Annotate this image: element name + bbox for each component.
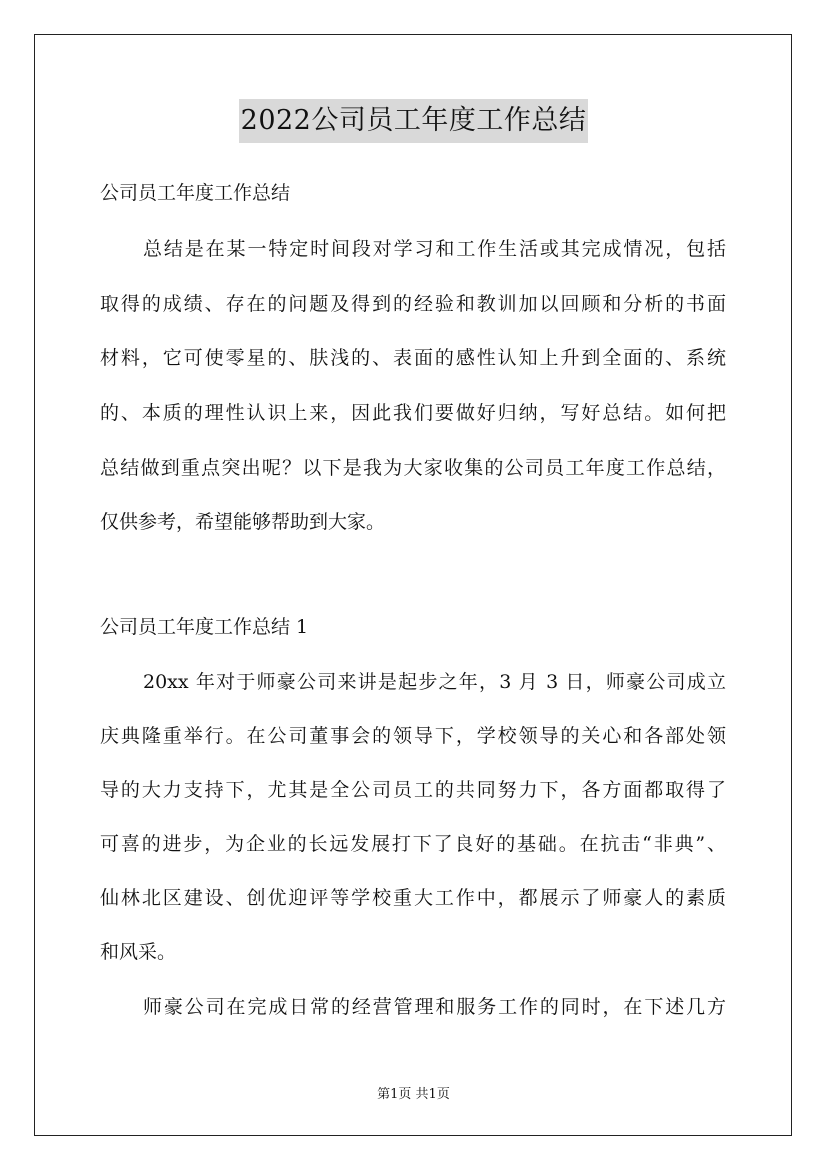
section-line: 可喜的进步，为企业的长远发展打下了良好的基础。在抗击“非典”、 — [100, 833, 726, 855]
section-line: 20xx 年对于师豪公司来讲是起步之年，3 月 3 日，师豪公司成立 — [143, 671, 726, 693]
intro-line: 仅供参考，希望能够帮助到大家。 — [100, 511, 386, 533]
document-subtitle: 公司员工年度工作总结 — [100, 182, 291, 204]
section-line: 和风采。 — [100, 941, 177, 963]
section-paragraph-start: 师豪公司在完成日常的经营管理和服务工作的同时，在下述几方 — [143, 996, 726, 1018]
section-heading: 公司员工年度工作总结 1 — [100, 616, 309, 638]
intro-line: 总结是在某一特定时间段对学习和工作生活或其完成情况，包括 — [143, 238, 726, 260]
intro-line: 总结做到重点突出呢？以下是我为大家收集的公司员工年度工作总结， — [100, 457, 726, 479]
section-line: 导的大力支持下，尤其是全公司员工的共同努力下，各方面都取得了 — [100, 779, 726, 801]
document-title: 2022公司员工年度工作总结 — [239, 99, 589, 143]
page-footer: 第1页 共1页 — [377, 1087, 450, 1102]
section-line: 庆典隆重举行。在公司董事会的领导下，学校领导的关心和各部处领 — [100, 725, 726, 747]
section-line: 仙林北区建设、创优迎评等学校重大工作中，都展示了师豪人的素质 — [100, 887, 726, 909]
title-container — [0, 99, 827, 143]
intro-line: 取得的成绩、存在的问题及得到的经验和教训加以回顾和分析的书面 — [100, 293, 726, 315]
intro-line: 材料，它可使零星的、肤浅的、表面的感性认知上升到全面的、系统 — [100, 347, 726, 369]
intro-line: 的、本质的理性认识上来，因此我们要做好归纳，写好总结。如何把 — [100, 402, 726, 424]
